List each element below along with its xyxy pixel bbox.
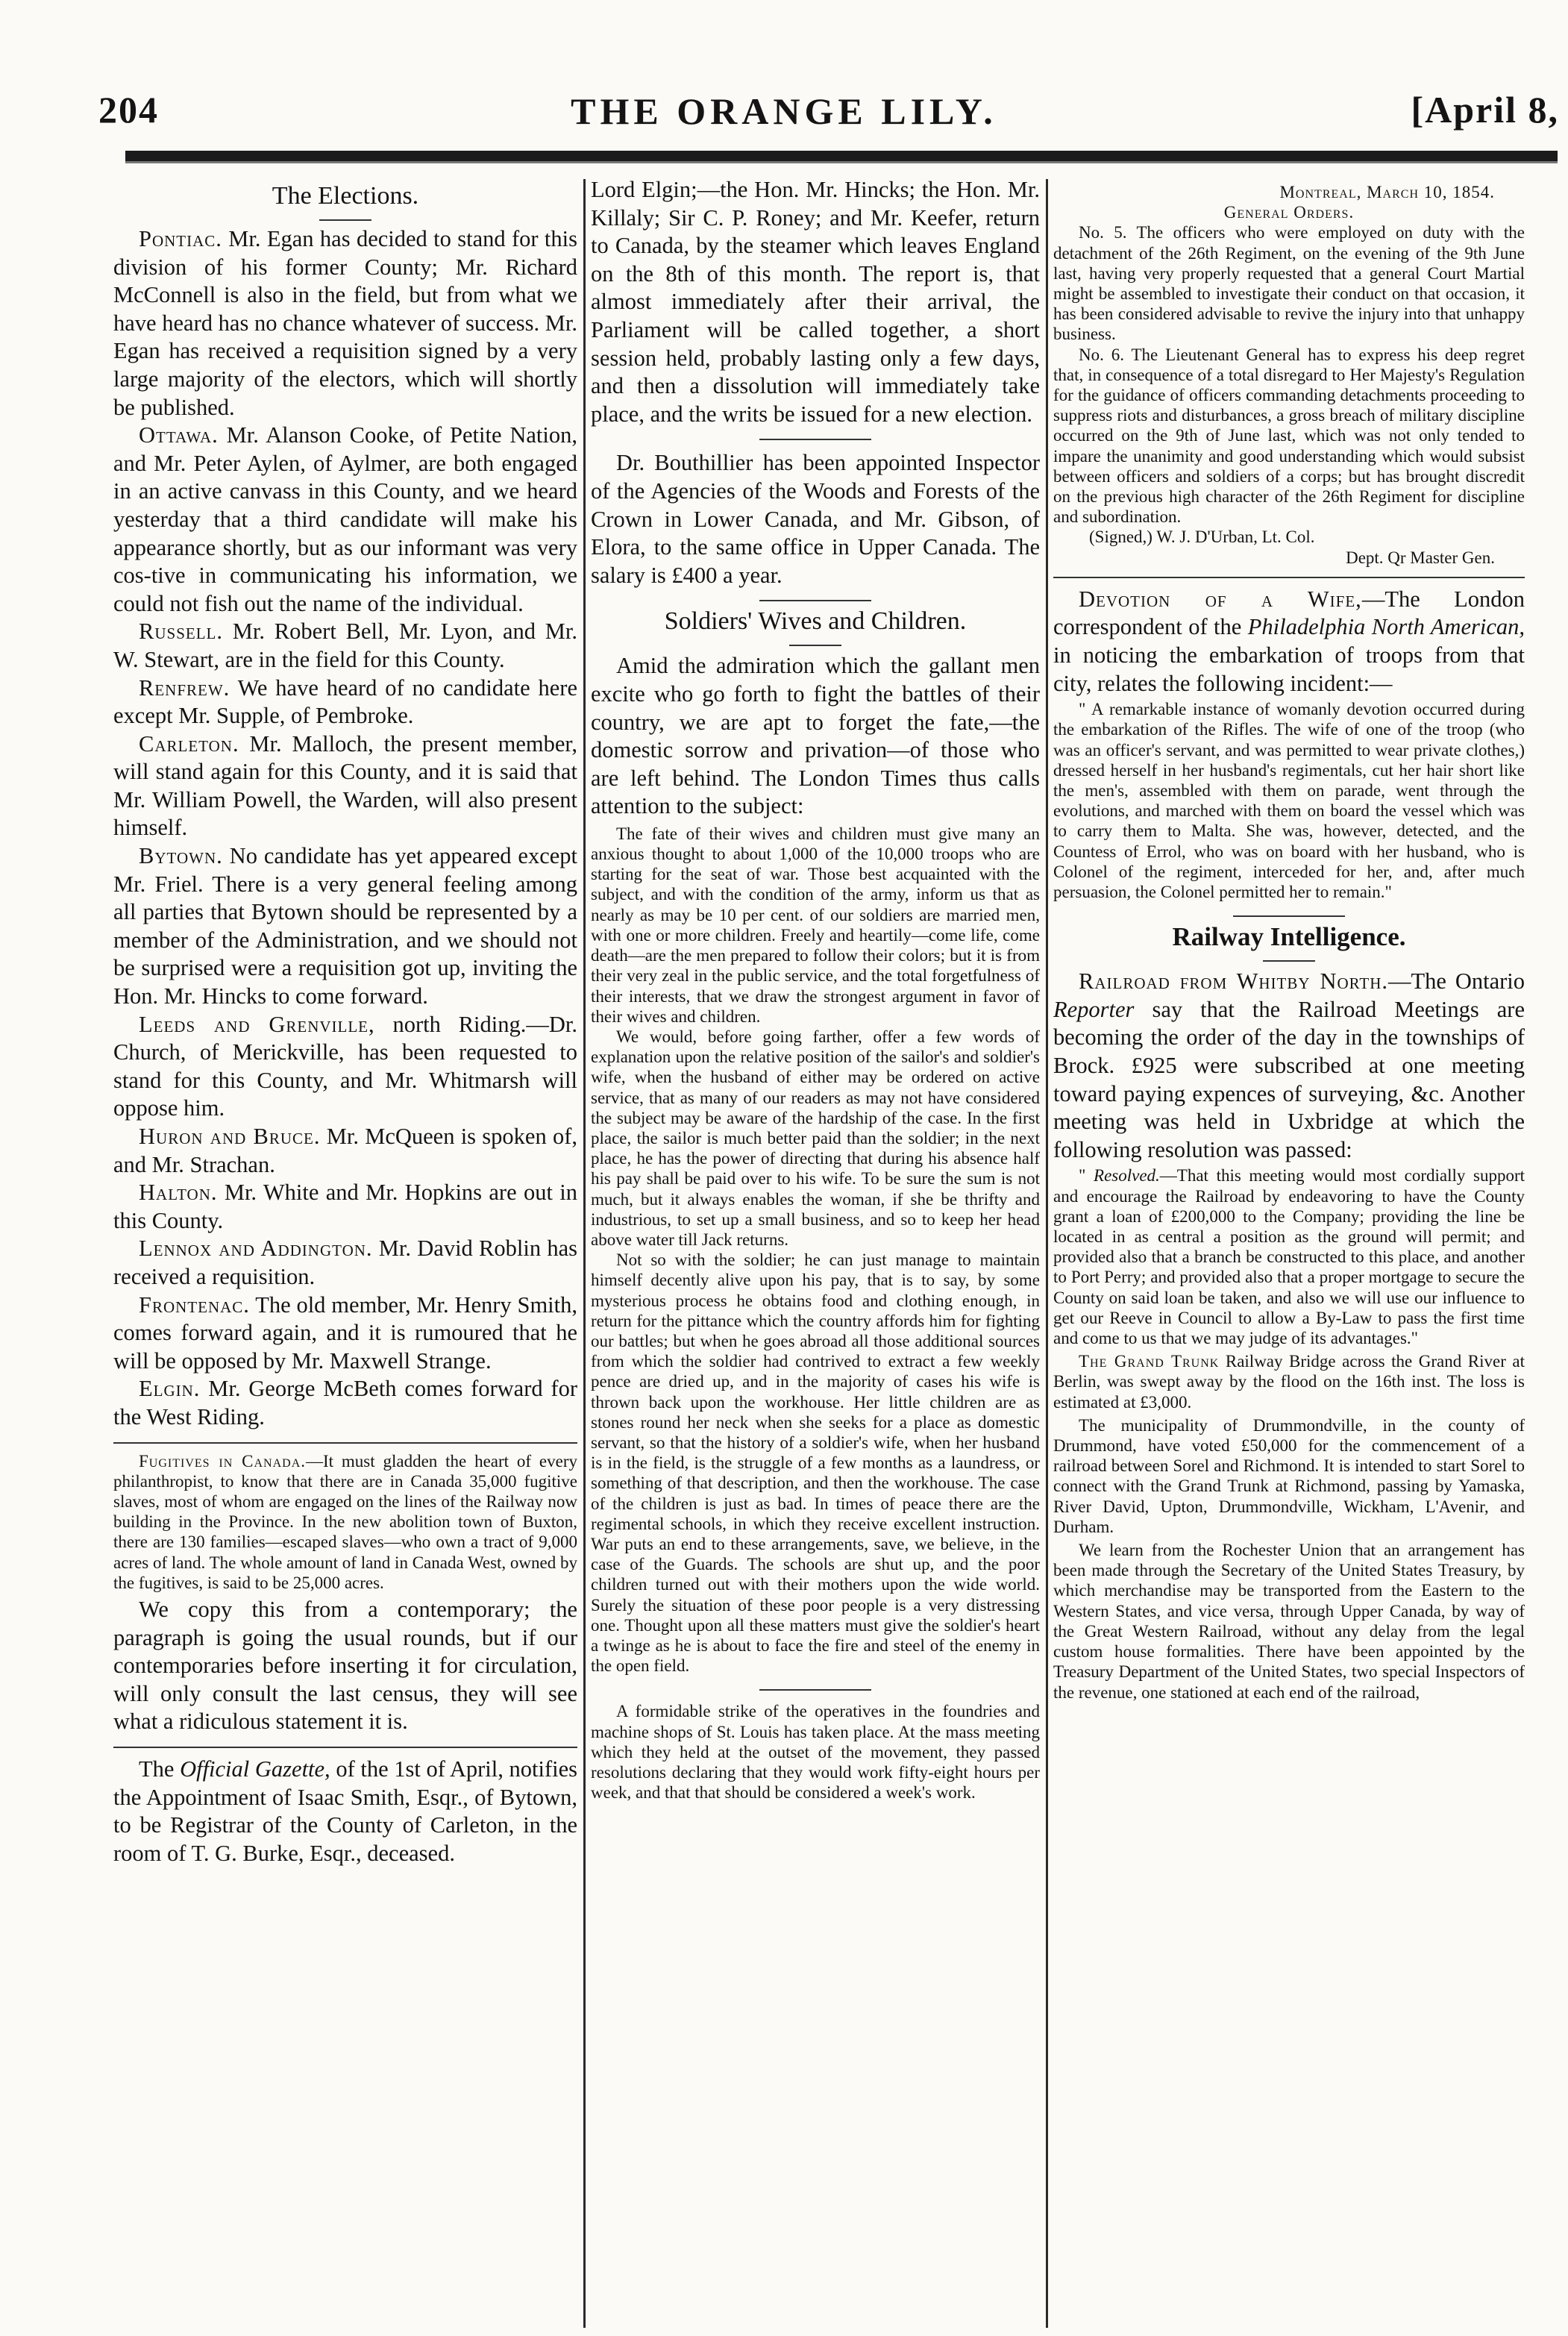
gazette-pre: The	[139, 1756, 181, 1782]
election-entry-text: Mr. George McBeth comes forward for the West Riding.	[113, 1376, 577, 1430]
grand-trunk-paragraph	[1053, 1351, 1525, 1412]
election-entry	[113, 1179, 577, 1235]
column-3	[1053, 176, 1525, 2325]
election-entry-text: Mr. White and Mr. Hopkins are out in this County.	[113, 1180, 577, 1233]
title-rule	[789, 645, 841, 646]
soldiers-p2: We would, before going farther, offer a few words of explanation upon the relative position of the sailor's and soldier's wife, when the husband of either may be ordered on active service, that as many of our readers as may not have considered the subject may be aware of the hardship of the case. In the first place, the sailor is much better paid than the soldier; in the next place, he has the power of directing that during his absence half his pay shall be paid over to his wife. To be sure the sum is not much, but it always enables the woman, if she be thrifty and industrious, to set up a small business, and so to keep her head above water till Jack returns.	[591, 1027, 1040, 1249]
devotion-italic: Philadelphia North American,	[1247, 614, 1525, 640]
gazette-paragraph	[113, 1756, 577, 1867]
general-order-6: No. 6. The Lieutenant General has to express his deep regret that, in consequence of a total disregard to Her Majesty's Regulation for the guidance of officers commanding detachments proceeding to suppress riots and disturbances, a gross breach of military discipline occurred on the 9th of June last, which was not only tended to impare the unanimity and good understanding which would subsist between officers and soldiers of a corps; but has brought discredit on the previous high character of the 26th Regiment for discipline and subordination.	[1053, 345, 1525, 527]
election-entry	[113, 1123, 577, 1179]
election-entry	[113, 1011, 577, 1123]
section-rule	[113, 1442, 577, 1444]
election-entry-label: Russell.	[139, 619, 223, 645]
section-rule	[113, 1747, 577, 1748]
election-entry-text: Mr. McQueen is spoken of, and Mr. Strachan.	[113, 1124, 577, 1177]
fugitives-label: Fugitives in Canada.	[139, 1451, 307, 1471]
elections-title: The Elections.	[272, 182, 419, 210]
election-entry	[113, 1291, 577, 1376]
election-entry-label: Renfrew.	[139, 674, 231, 701]
election-entry-label: Carleton.	[139, 730, 239, 757]
masthead-title: THE ORANGE LILY.	[571, 90, 997, 132]
election-entry-text: north Riding.—Dr. Church, of Merickville, has been requested to stand for this County, and Mr. Whitmarsh will oppose him.	[113, 1011, 577, 1121]
election-entry	[113, 674, 577, 730]
section-rule	[759, 439, 871, 440]
rochester-paragraph: We learn from the Rochester Union that an arrangement has been made through the Secretary of the United States Treasury, by which merchandise may be transported from the Eastern to the Western States, and vice versa, through Upper Canada, by way of the Great Western Railroad, without any delay from the legal custom house formalities. There have been appointed by the Treasury Department of the United States, two special Inspectors of the revenue, one stationed at each end of the railroad,	[1053, 1541, 1525, 1702]
section-rule	[1233, 915, 1345, 917]
election-entry-label: Frontenac.	[139, 1291, 250, 1318]
resolved-text: —That this meeting would most cordially support and encourage the Railroad by endeavoring to have the County grant a loan of £200,000 to the Company; providing the line be located in as central a position as the ground will permit; and provided also that a branch be constructed to this place, and another to Port Perry; and provided also that a proper mortgage to secure the County on said loan be taken, and also we will use our influence to get our Reeve in Council to allow a By-Law to pass the first time and come to us that we may judge of its advantages."	[1053, 1166, 1525, 1348]
title-rule	[319, 219, 371, 221]
election-entry	[113, 1235, 577, 1291]
resolved-open: "	[1079, 1166, 1094, 1186]
header-rule	[125, 151, 1558, 163]
election-entry-label: Elgin.	[139, 1376, 201, 1402]
devotion-text-a: —The London correspondent of the	[1053, 586, 1525, 640]
general-order-5: No. 5. The officers who were employed on duty with the detachment of the 26th Regiment, on the evening of the 9th June last, having very properly requested that a general Court Martial might be assembled to investigate their conduct on that occasion, it has been considered advisable to revive the injury into that unhappy business.	[1053, 223, 1525, 344]
election-entry-label: Ottawa.	[139, 422, 219, 448]
railroad-text-b: say that the Railroad Meetings are becoming the order of the day in the townships of Brock. £925 were subscribed at one meeting toward paying expences of surveying, &c. Another meeting was held in Uxbridge at which the following resolution was passed:	[1053, 996, 1525, 1162]
election-entry	[113, 1375, 577, 1431]
election-entry-label: Halton.	[139, 1180, 218, 1206]
election-entry-text: We have heard of no candidate here except Mr. Supple, of Pembroke.	[113, 674, 577, 729]
election-entry-label: Huron and Bruce.	[139, 1124, 321, 1149]
soldiers-p1: The fate of their wives and children must give many an anxious thought to about 1,000 of the 10,000 troops who are starting for the seat of war. Those best acquainted with the subject, and with the condition of the army, inform us that as nearly as may be 10 per cent. of our soldiers are married men, with one or more children. Freely and heartily—come life, come death—are the men prepared to follow their colors; but it is from their very zeal in the public service, and the total forgetfulness of their interests, that we draw the strongest argument in favor of their wives and children.	[591, 824, 1040, 1026]
election-entry-label: Bytown.	[139, 843, 223, 869]
continuation-paragraph: Lord Elgin;—the Hon. Mr. Hincks; the Hon. Mr. Killaly; Sir C. P. Roney; and Mr. Keefer, return to Canada, by the steamer which leaves England on the 8th of this month. The report is, that almost immediately after their arrival, the Parliament will be called together, a short session held, probably lasting only a few days, and then a dissolution will immediately take place, and the writs be issued for a new election.	[591, 177, 1040, 427]
railroad-text-a: —The Ontario	[1388, 968, 1525, 995]
resolved-italic: Resolved.	[1094, 1166, 1160, 1186]
drummondville-paragraph: The municipality of Drummondville, in the county of Drummond, have voted £50,000 for the commencement of a railroad between Sorel and Richmond. It is intended to start Sorel to connect with the Grand Trunk at Richmond, passing by Yamaska, River David, Upton, Drummondville, Wickham, L'Avenir, and Durham.	[1053, 1415, 1525, 1536]
dateline: Montreal, March 10, 1854.	[1279, 183, 1495, 201]
section-rule	[759, 600, 871, 601]
column-1	[113, 176, 577, 2325]
railway-title: Railway Intelligence.	[1172, 922, 1406, 952]
railroad-label: Railroad from Whitby North.	[1079, 968, 1389, 995]
column-2	[591, 176, 1040, 2325]
signature-title: Dept. Qr Master Gen.	[1346, 548, 1495, 567]
fugitives-paragraph	[113, 1451, 577, 1593]
column-divider-1	[583, 179, 586, 2328]
election-entry-text: Mr. Robert Bell, Mr. Lyon, and Mr. W. Stewart, are in the field for this County.	[113, 619, 577, 672]
election-entry	[113, 842, 577, 1011]
signature-line: (Signed,) W. J. D'Urban, Lt. Col.	[1089, 527, 1315, 547]
soldiers-intro: Amid the admiration which the gallant men excite who go forth to fight the battles of their country, we are apt to forget the fate,—the domestic sorrow and privation—of those who are left behind. The London Times thus calls attention to the subject:	[591, 653, 1040, 819]
devotion-paragraph	[1053, 586, 1525, 698]
resolved-paragraph	[1053, 1165, 1525, 1348]
section-rule	[1053, 577, 1525, 578]
issue-date: [April 8,	[1411, 89, 1559, 131]
column-divider-2	[1046, 179, 1048, 2328]
election-entry	[113, 618, 577, 674]
election-entry-text: Mr. David Roblin has received a requisition.	[113, 1236, 577, 1289]
title-rule	[1263, 960, 1315, 962]
railroad-italic: Reporter	[1053, 996, 1135, 1022]
election-entry-label: Lennox and Addington.	[139, 1236, 373, 1262]
devotion-label: Devotion of a Wife,	[1079, 586, 1362, 612]
elections-list	[113, 225, 577, 1432]
copy-note: We copy this from a contemporary; the paragraph is going the usual rounds, but if our contemporaries before inserting it for circulation, will only consult the last census, they will see what a ridiculous statement it is.	[113, 1596, 577, 1735]
gazette-text: of the 1st of April, notifies the Appointment of Isaac Smith, Esqr., of Bytown, to be Registrar of the County of Carleton, in the room of T. G. Burke, Esqr., deceased.	[113, 1756, 577, 1866]
strike-paragraph: A formidable strike of the operatives in the foundries and machine shops of St. Louis has taken place. At the mass meeting which they held at the outset of the movement, they passed resolutions declaring that they would work fifty-eight hours per week, and that that should be considered a week's work.	[591, 1702, 1040, 1803]
election-entry-label: Leeds and Grenville,	[139, 1011, 375, 1037]
general-orders-title: General Orders.	[1223, 203, 1355, 222]
page-number: 204	[98, 89, 159, 131]
soldiers-p3: Not so with the soldier; he can just manage to maintain himself decently alive upon his pay, that is to say, by some mysterious process he obtains food and clothing enough, in return for the pittance which the country affords him for fighting our battles; but when he goes abroad all those additional sources from which the soldier had contrived to extract a few weekly pence are dried up, and in the majority of cases his wife is thrown back upon the workhouse. Her little children are as stones round her neck when she seeks for a place as domestic servant, so that the history of a soldier's wife, when her husband is in the field, is the struggle of a few months as a laundress, or something of that description, and then the workhouse. The case of the children is just as bad. In times of peace there are the regimental schools, in which they receive excellent instruction. War puts an end to these arrangements, save, we believe, in the case of the Guards. The schools are shut up, and the poor children turned out with their mothers upon the wide world. Surely the situation of these poor people is a very distressing one. Thought upon all these matters must give the soldier's heart a twinge as he is about to face the fire and steel of the enemy in the open field.	[591, 1250, 1040, 1676]
fugitives-text: —It must gladden the heart of every philanthropist, to know that there are in Canada 35,000 fugitive slaves, most of whom are engaged on the lines of the Railway now building in the Province. In the new abolition town of Buxton, there are 130 families—escaped slaves—who own a tract of 9,000 acres of land. The whole amount of land in Canada West, owned by the fugitives, is said to be 25,000 acres.	[113, 1451, 577, 1592]
election-entry-text: Mr. Alanson Cooke, of Petite Nation, and Mr. Peter Aylen, of Aylmer, are both engaged in an active canvass in this County, and we heard yesterday that a third candidate will make his appearance shortly, but as our informant was very cos-tive in communicating his information, we could not fish out the name of the individual.	[113, 422, 577, 616]
gazette-italic: Official Gazette,	[180, 1756, 330, 1782]
grand-trunk-label: The Grand Trunk	[1079, 1352, 1220, 1371]
election-entry	[113, 730, 577, 842]
election-entry	[113, 422, 577, 618]
railroad-paragraph	[1053, 968, 1525, 1164]
election-entry-text: The old member, Mr. Henry Smith, comes forward again, and it is rumoured that he will be opposed by Mr. Maxwell Strange.	[113, 1291, 577, 1374]
devotion-text-b: in noticing the embarkation of troops from that city, relates the following incident:—	[1053, 642, 1525, 696]
election-entry-text: Mr. Malloch, the present member, will stand again for this County, and it is said that Mr. William Powell, the Warden, will also present himself.	[113, 730, 577, 841]
election-entry-text: No candidate has yet appeared except Mr. Friel. There is a very general feeling among all parties that Bytown should be represented by a member of the Administration, and we should not be surprised were a requisition got up, inviting the Hon. Mr. Hincks to come forward.	[113, 843, 577, 1009]
election-entry-text: Mr. Egan has decided to stand for this division of his former County; Mr. Richard McConnell is also in the field, but from what we have heard has no chance whatever of success. Mr. Egan has received a requisition signed by a very large majority of the electors, which will shortly be published.	[113, 226, 577, 420]
grand-trunk-text: Railway Bridge across the Grand River at Berlin, was swept away by the flood on the 16th inst. The loss is estimated at £3,000.	[1053, 1352, 1525, 1412]
election-entry	[113, 225, 577, 422]
devotion-quote: " A remarkable instance of womanly devotion occurred during the embarkation of the Rifles. The wife of one of the troop (who was an officer's servant, and was permitted to wear private clothes,) dressed herself in her husband's regimentals, cut her hair short like the men's, assembled with them on parade, went through the evolutions, and marched with them on board the vessel which was to carry them to Malta. She was, however, detected, and the Countess of Errol, who was on board with her husband, who is Colonel of the regiment, interceded for her, and, after much persuasion, the Colonel permitted her to remain."	[1053, 700, 1525, 902]
election-entry-label: Pontiac.	[139, 226, 222, 251]
bouthillier-paragraph: Dr. Bouthillier has been appointed Inspector of the Agencies of the Woods and Forests of the Crown in Lower Canada, and Mr. Gibson, of Elora, to the same office in Upper Canada. The salary is £400 a year.	[591, 450, 1040, 588]
section-rule	[759, 1689, 871, 1691]
soldiers-title: Soldiers' Wives and Children.	[664, 607, 967, 636]
